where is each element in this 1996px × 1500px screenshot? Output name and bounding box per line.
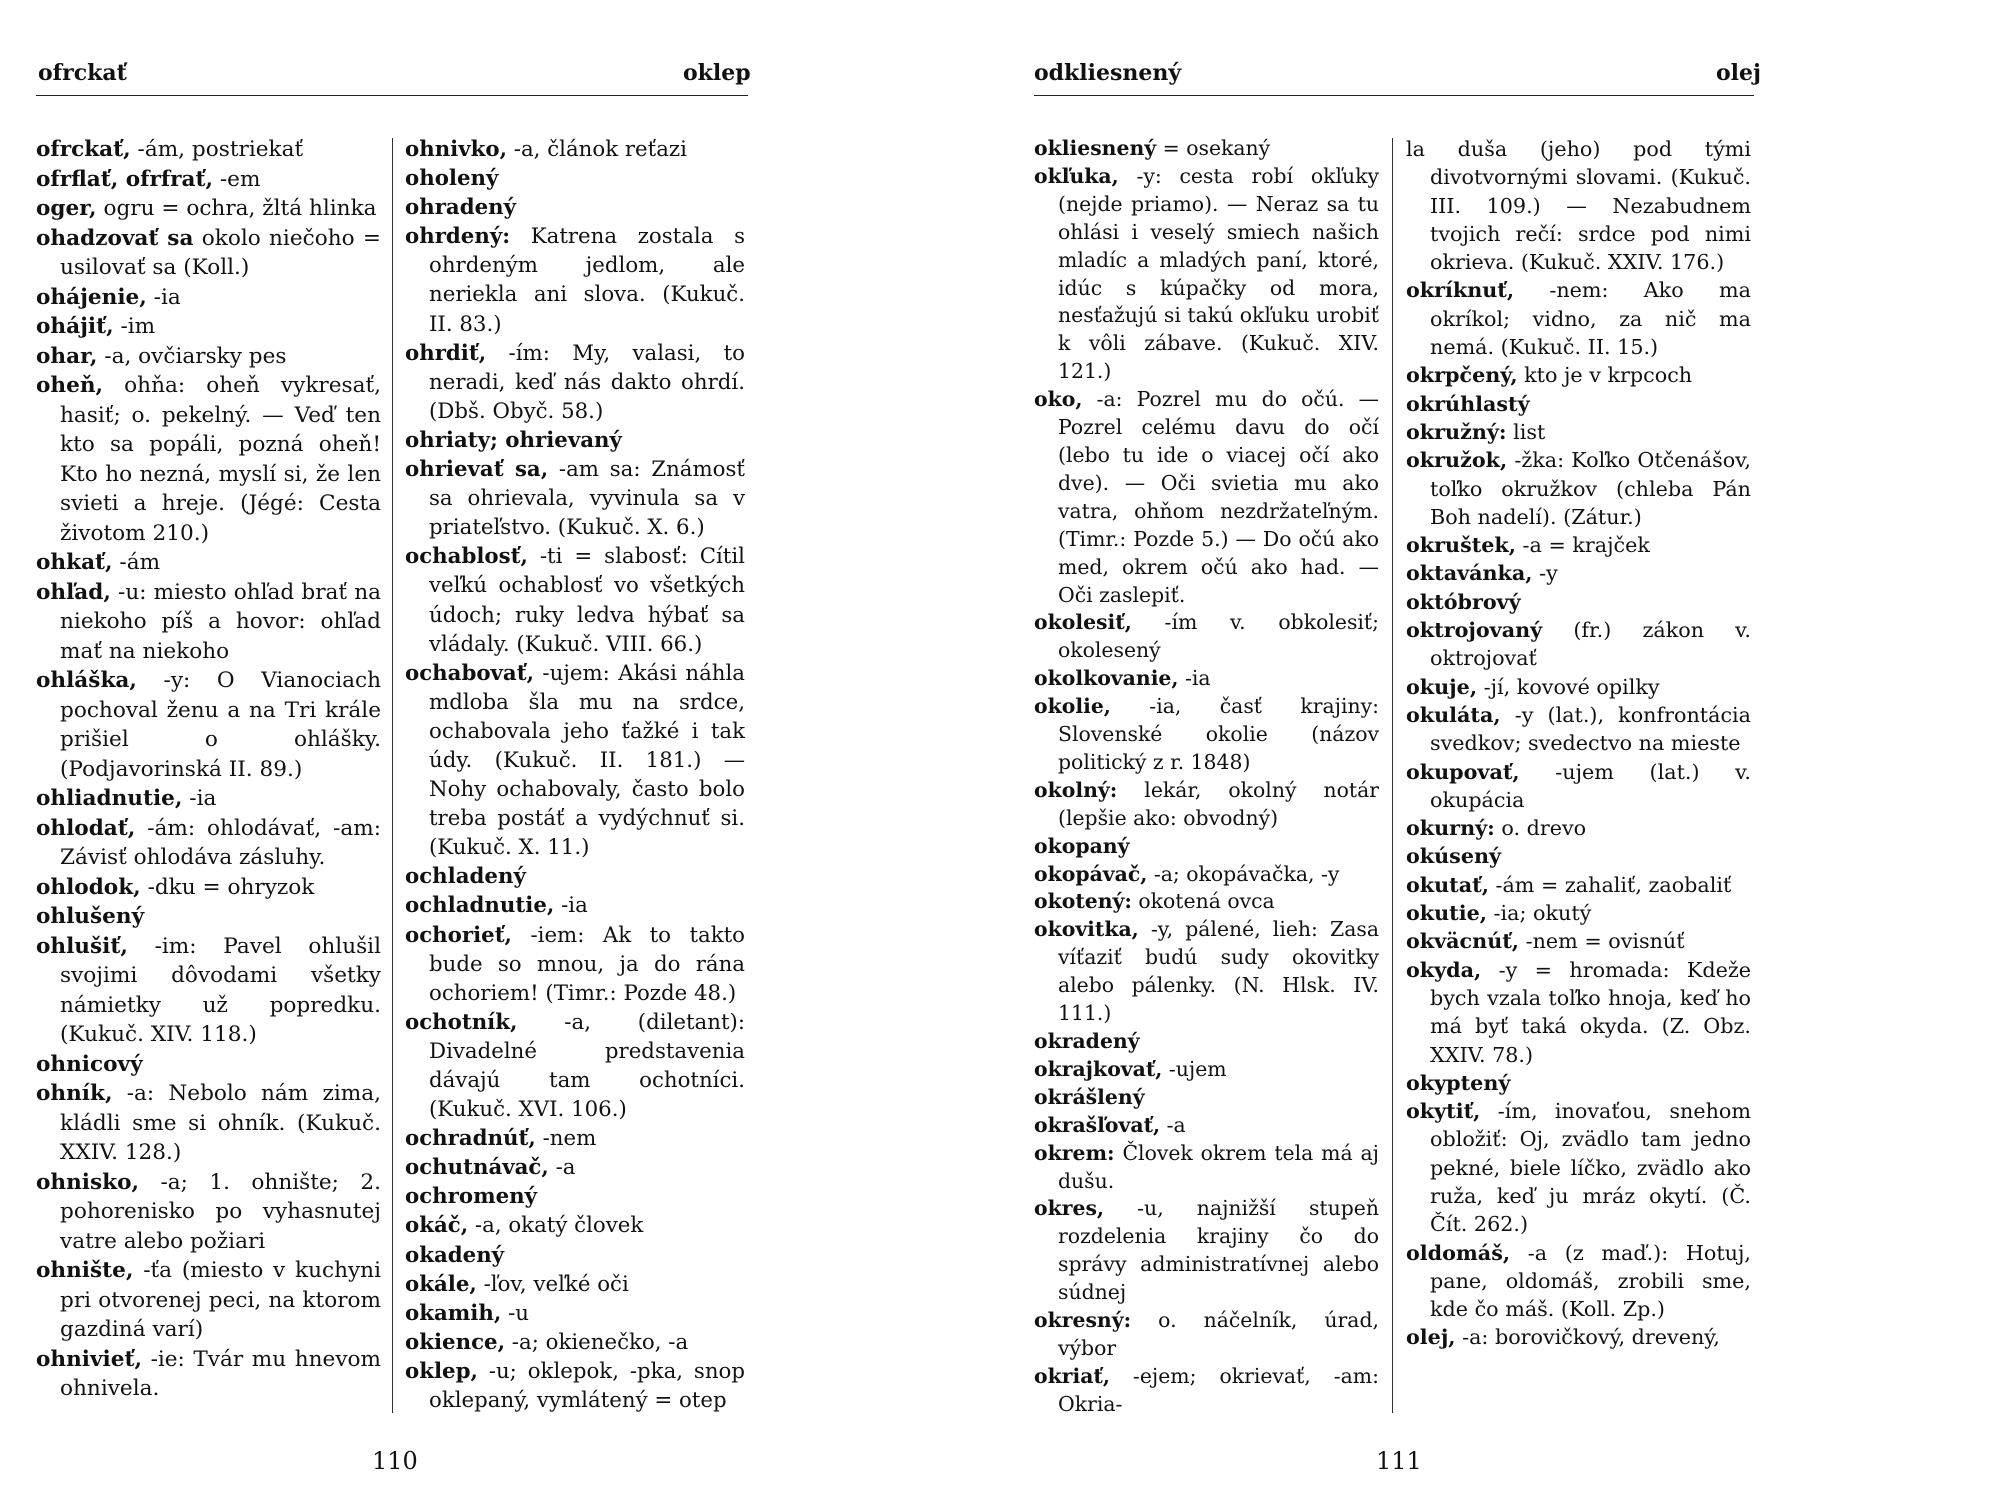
headword: okupovať, (1406, 759, 1520, 784)
definition: -ia (146, 284, 181, 310)
definition: -ia (182, 786, 217, 811)
headword: okväcnúť, (1406, 929, 1519, 954)
headword: oholený (405, 166, 499, 192)
definition: -ejem; okrievať, -am: Okria- (1058, 1363, 1379, 1416)
dictionary-entry (1406, 616, 1751, 673)
dictionary-entry (405, 862, 745, 891)
headword: okružok, (1406, 448, 1508, 473)
dictionary-entry (1034, 135, 1379, 163)
dictionary-entry (405, 891, 745, 920)
definition: -u; oklepok, -pka, snop oklepaný, vymlátený = otep (429, 1358, 745, 1414)
headword: okružný: (1406, 419, 1507, 444)
headword: okopávač, (1034, 861, 1148, 886)
dictionary-entry (1034, 665, 1379, 693)
dictionary-entry (1034, 777, 1379, 833)
dictionary-entry (1034, 833, 1379, 861)
definition: -a (z maď.): Hotuj, pane, oldomáš, zrobili sme, kde čo máš. (Koll. Zp.) (1430, 1240, 1751, 1322)
definition: -y: cesta robí okľuky (nejde priamo). — Neraz sa tu ohlási i veselý smiech našich mladíc a mladých paní, ktoré, idúc s kúpačky od mora, nesťažujú si takú okľuku urobiť k vôli zábave. (Kukuč. XIV. 121.) (1058, 163, 1379, 384)
headword: ohlušiť, (36, 933, 128, 959)
definition: -ujem (lat.) v. okupácia (1430, 759, 1751, 812)
dictionary-entry (405, 659, 745, 863)
dictionary-entry (1406, 871, 1751, 899)
headword: okúsený (1406, 844, 1502, 869)
definition: -a = krajček (1515, 533, 1650, 558)
dictionary-entry (1034, 609, 1379, 665)
definition: lekár, okolný notár (lepšie ako: obvodný) (1058, 777, 1379, 830)
dictionary-entry (405, 1299, 745, 1328)
definition: ohňa: oheň vykresať, hasiť; o. pekelný. — Veď ten kto sa popáli, pozná oheň! Kto ho nezná, myslí si, že len svieti a hreje. (Jégé: Cesta životom 210.) (60, 373, 381, 546)
dictionary-entry (36, 814, 381, 873)
definition: la duša (jeho) pod tými divotvornými slovami. (Kukuč. III. 109.) — Nezabudnem tvojich rečí: srdce pod nimi okrieva. (Kukuč. XXIV. 176.) (1406, 137, 1751, 275)
dictionary-entry (36, 224, 381, 283)
dictionary-entry (1034, 1028, 1379, 1056)
headword: ohkať, (36, 550, 113, 575)
definition: -ujem: Akási náhla mdloba šla mu na srdce, ochabovala jeho ťažké i tak údy. (Kukuč. II. 181.) — Nohy ochabovaly, často bolo treba postáť a vydýchnuť si. (Kukuč. X. 11.) (429, 660, 745, 861)
dictionary-entry (1406, 559, 1751, 587)
definition: (fr.) zákon v. oktrojovať (1430, 618, 1751, 671)
headword: okolie, (1034, 694, 1111, 719)
definition: o. drevo (1494, 816, 1587, 841)
headword: ohlodok, (36, 874, 141, 900)
definition: -a; okienečko, -a (505, 1329, 689, 1355)
headword: ohadzovať sa (36, 225, 194, 251)
headword: ohnivieť, (36, 1346, 142, 1372)
definition: -ujem (1162, 1056, 1227, 1081)
dictionary-entry (1034, 1363, 1379, 1419)
headword: okriať, (1034, 1363, 1110, 1388)
headword: oheň, (36, 373, 104, 398)
headword: oklep, (405, 1358, 478, 1384)
headword: oktrojovaný (1406, 618, 1543, 643)
definition: -ia (1178, 666, 1211, 691)
definition: -em (213, 166, 261, 192)
dictionary-entry (36, 1345, 381, 1404)
headword: ohrdený: (405, 224, 511, 250)
headword: októbrový (1406, 589, 1521, 614)
dictionary-entry (1406, 673, 1751, 701)
headword: ohlušený (36, 904, 145, 929)
dictionary-entry (1406, 135, 1751, 276)
definition: -a (548, 1155, 576, 1181)
headword: ofrflať, ofrfrať, (36, 166, 213, 192)
headword: okrem: (1034, 1140, 1115, 1165)
headword: ohnicový (36, 1051, 143, 1077)
dictionary-entry (1406, 531, 1751, 559)
headword: ohlodať, (36, 815, 136, 841)
definition: -ie: Tvár mu hnevom ohnivela. (60, 1346, 381, 1401)
page-number: 111 (1376, 1447, 1422, 1475)
headword: ofrckať, (36, 137, 131, 162)
dictionary-entry (405, 1270, 745, 1299)
definition: -a: Nebolo nám zima, kládli sme si ohník. (Kukuč. XXIV. 128.) (60, 1081, 381, 1165)
dictionary-entry (1406, 1069, 1751, 1097)
definition: -ám, postriekať (130, 137, 304, 162)
dictionary-entry (1034, 1195, 1379, 1307)
dictionary-entry (1034, 916, 1379, 1028)
definition: -a (1160, 1112, 1186, 1137)
dictionary-entry (1406, 899, 1751, 927)
definition: -ám: ohlodávať, -am: Závisť ohlodáva zásluhy. (60, 815, 381, 870)
column-divider (392, 138, 393, 1413)
dictionary-entry (36, 165, 381, 195)
dictionary-entry (1406, 1097, 1751, 1238)
definition: -a, okatý človek (468, 1213, 644, 1239)
definition: -y (lat.), konfrontácia svedkov; svedectvo na mieste (1430, 702, 1751, 756)
headword: ochladený (405, 864, 526, 890)
definition: -iem: Ak to takto bude so mnou, ja do rána ochoriem! (Timr.: Pozde 48.) (429, 922, 745, 1006)
definition: -ím, inovaťou, snehom obložiť: Oj, zvädlo tam jedno pekné, biele líčko, zvädlo ako ruža, keď ju mráz okytí. (Č. Čít. 262.) (1430, 1099, 1751, 1237)
headword: okolkovanie, (1034, 666, 1179, 691)
headword: ochladnutie, (405, 893, 555, 919)
headword: ohnisko, (36, 1169, 140, 1195)
definition: -ím: My, valasi, to neradi, keď nás dakto ohrdí. (Dbš. Obyč. 58.) (429, 340, 745, 424)
dictionary-entry (36, 932, 381, 1050)
definition: -ťa (miesto v kuchyni pri otvorenej peci, na ktorom gazdiná varí) (60, 1258, 381, 1342)
dictionary-entry (36, 312, 381, 342)
running-head-left: ofrckať (38, 60, 127, 86)
definition: -a; okopávačka, -y (1147, 861, 1340, 886)
definition: kto je v krpcoch (1517, 363, 1693, 388)
definition: o. náčelník, úrad, výbor (1058, 1308, 1379, 1360)
dictionary-entry (1406, 390, 1751, 418)
dictionary-entry (405, 1328, 745, 1357)
dictionary-entry (36, 666, 381, 784)
definition: -ám = zahaliť, zaobaliť (1488, 872, 1732, 897)
headword: okolný: (1034, 777, 1118, 802)
definition: -im: Pavel ohlušil svojimi dôvodami všetky námietky už popredku. (Kukuč. XIV. 118.) (60, 933, 381, 1047)
dictionary-entry (405, 193, 745, 222)
definition: Človek okrem tela má aj dušu. (1058, 1140, 1379, 1193)
headword: okuláta, (1406, 702, 1501, 727)
dictionary-entry (1034, 163, 1379, 386)
headword: olej, (1406, 1325, 1456, 1350)
definition: -ľov, veľké oči (476, 1271, 629, 1297)
headword: ochablosť, (405, 544, 528, 570)
definition: -žka: Koľko Otčenášov, toľko okružkov (chleba Pán Boh nadelí). (Zátur.) (1430, 448, 1751, 529)
dictionary-entry (1406, 361, 1751, 389)
left-column (1034, 135, 1379, 1419)
dictionary-entry (1406, 446, 1751, 531)
headword: ohájenie, (36, 284, 147, 310)
dictionary-entry (405, 1153, 745, 1182)
headword: okyda, (1406, 957, 1482, 982)
headword: ochradnúť, (405, 1126, 536, 1152)
definition: okotená ovca (1131, 889, 1275, 914)
header-rule (1034, 95, 1754, 96)
dictionary-entry (1034, 1084, 1379, 1112)
headword: ochabovať, (405, 660, 534, 686)
headword: ohájiť, (36, 314, 114, 339)
dictionary-entry (1034, 1056, 1379, 1084)
definition: -nem: Ako ma okríkol; vidno, za nič ma nemá. (Kukuč. II. 15.) (1430, 278, 1751, 360)
headword: okrašľovať, (1034, 1112, 1161, 1137)
headword: okrúhlastý (1406, 391, 1530, 416)
definition: -am sa: Známosť sa ohrievala, vyvinula sa v priateľstvo. (Kukuč. X. 6.) (429, 457, 745, 541)
definition: -a; 1. ohnište; 2. pohorenisko po vyhasnutej vatre alebo požiari (60, 1169, 381, 1254)
headword: oko, (1034, 387, 1083, 412)
definition: -ím v. obkolesiť; okolesený (1058, 610, 1379, 663)
dictionary-entry (36, 1050, 381, 1080)
definition: -nem = ovisnúť (1519, 929, 1685, 954)
definition: -y: O Vianociach pochoval ženu a na Tri krále prišiel o ohlášky. (Podjavorinská II. 89.) (60, 668, 381, 782)
page-number: 110 (372, 1447, 418, 1475)
definition: -ia, časť krajiny: Slovenské okolie (názov politický z r. 1848) (1058, 694, 1379, 774)
running-head-right: oklep (683, 60, 751, 86)
headword: okruštek, (1406, 533, 1516, 558)
headword: okále, (405, 1271, 477, 1297)
headword: okience, (405, 1329, 506, 1355)
headword: ochromený (405, 1184, 538, 1210)
column-divider (1392, 138, 1393, 1413)
headword: oktavánka, (1406, 561, 1533, 586)
headword: ochutnávač, (405, 1155, 549, 1181)
headword: ohliadnutie, (36, 786, 183, 811)
dictionary-entry (405, 1211, 745, 1240)
definition: -ia (554, 893, 588, 919)
dictionary-entry (1034, 1140, 1379, 1196)
definition: list (1506, 419, 1546, 444)
dictionary-entry (405, 222, 745, 338)
dictionary-entry (1406, 588, 1751, 616)
definition: -u (501, 1300, 529, 1326)
headword: ohradený (405, 195, 517, 221)
right-column (405, 135, 745, 1415)
dictionary-entry (36, 784, 381, 814)
headword: ochorieť, (405, 922, 512, 948)
headword: okuje, (1406, 674, 1478, 699)
headword: okolesiť, (1034, 610, 1132, 635)
dictionary-entry (1034, 386, 1379, 609)
dictionary-entry (1406, 1323, 1751, 1351)
headword: ochotník, (405, 1009, 518, 1035)
definition: -ám (112, 550, 161, 575)
headword: okresný: (1034, 1308, 1132, 1333)
dictionary-entry (1034, 1112, 1379, 1140)
headword: okotený: (1034, 889, 1132, 914)
headword: oldomáš, (1406, 1240, 1511, 1265)
dictionary-entry (405, 1008, 745, 1124)
headword: okres, (1034, 1196, 1105, 1221)
headword: ohriaty; ohrievaný (405, 427, 622, 453)
headword: okadený (405, 1242, 505, 1268)
dictionary-entry (1406, 758, 1751, 815)
headword: okradený (1034, 1029, 1140, 1053)
headword: okyptený (1406, 1070, 1511, 1095)
right-page (998, 0, 1996, 1500)
dictionary-entry (1034, 888, 1379, 916)
definition: -a, článok reťazi (507, 137, 687, 162)
headword: ohláška, (36, 668, 137, 693)
headword: ohnivko, (405, 137, 508, 162)
definition: -im (113, 314, 156, 339)
headword: okovitka, (1034, 917, 1139, 942)
dictionary-entry (1034, 1307, 1379, 1363)
dictionary-entry (36, 1168, 381, 1257)
definition: -y, pálené, lieh: Zasa víťaziť budú sudy okovitky alebo pálenky. (N. Hlsk. IV. 111.) (1058, 917, 1379, 1026)
headword: ohľad, (36, 579, 111, 605)
definition: -ti = slabosť: Cítil veľkú ochablosť vo všetkých údoch; ruky ledva hýbať sa vládaly. (Kukuč. VIII. 66.) (429, 544, 745, 657)
headword: okríknuť, (1406, 278, 1515, 303)
dictionary-entry (1406, 418, 1751, 446)
dictionary-entry (1406, 276, 1751, 361)
headword: ohnište, (36, 1258, 134, 1283)
headword: okytiť, (1406, 1099, 1481, 1124)
headword: okutať, (1406, 872, 1489, 897)
headword: okáč, (405, 1213, 469, 1239)
definition: -y (1532, 561, 1558, 586)
definition: ogru = ochra, žltá hlinka (96, 196, 377, 221)
dictionary-entry (405, 1182, 745, 1211)
dictionary-entry (1034, 861, 1379, 889)
headword: ohník, (36, 1081, 113, 1106)
definition: -a: Pozrel mu do očú. — Pozrel celému davu do očí (lebo tu ide o viacej očí ako dve). — Oči svietia mu ako vatra, ohňom nezdržateľným. (Timr.: Pozde 5.) — Do očú ako med, okrem očú ako had. — Oči zaslepiť. (1058, 387, 1379, 607)
dictionary-entry (405, 339, 745, 426)
headword: ohrdiť, (405, 340, 487, 366)
definition: -nem (535, 1126, 597, 1152)
dictionary-entry (1406, 701, 1751, 758)
headword: okutie, (1406, 901, 1487, 926)
dictionary-entry (405, 426, 745, 455)
definition: = osekaný (1156, 136, 1271, 160)
dictionary-entry (1406, 927, 1751, 955)
right-column (1406, 135, 1751, 1352)
dictionary-entry (36, 548, 381, 578)
dictionary-entry (405, 455, 745, 542)
definition: -a: borovičkový, drevený, (1455, 1325, 1720, 1350)
headword: okrajkovať, (1034, 1056, 1163, 1081)
dictionary-entry (36, 902, 381, 932)
dictionary-entry (405, 1241, 745, 1270)
definition: -a, ovčiarsky pes (97, 343, 287, 369)
headword: okliesnený (1034, 136, 1157, 160)
dictionary-entry (36, 283, 381, 313)
definition: -a, (diletant): Divadelné predstavenia dávajú tam ochotníci. (Kukuč. XVI. 106.) (429, 1009, 745, 1123)
dictionary-entry (1406, 814, 1751, 842)
header-rule (36, 95, 748, 96)
running-head-left: odkliesnený (1034, 60, 1182, 86)
headword: okrášlený (1034, 1084, 1145, 1109)
dictionary-entry (36, 873, 381, 903)
dictionary-entry (405, 921, 745, 1008)
headword: ohar, (36, 343, 98, 369)
definition: -jí, kovové opilky (1477, 674, 1660, 699)
dictionary-entry (1034, 693, 1379, 777)
dictionary-entry (1406, 842, 1751, 870)
definition: -ia; okutý (1486, 901, 1592, 926)
dictionary-entry (36, 1079, 381, 1168)
definition: -u, najnižší stupeň rozdelenia krajiny čo do správy administratívnej alebo súdnej (1058, 1196, 1379, 1305)
definition: -dku = ohryzok (140, 874, 315, 900)
headword: ohrievať sa, (405, 457, 549, 483)
running-head-right: olej (1716, 60, 1761, 86)
dictionary-entry (36, 342, 381, 372)
headword: okurný: (1406, 816, 1495, 841)
dictionary-entry (36, 371, 381, 548)
dictionary-entry (405, 135, 745, 164)
dictionary-entry (405, 164, 745, 193)
dictionary-entry (36, 1256, 381, 1345)
dictionary-entry (36, 578, 381, 667)
dictionary-entry (1406, 1239, 1751, 1324)
definition: Katrena zostala s ohrdeným jedlom, ale neriekla ani slova. (Kukuč. II. 83.) (429, 224, 745, 337)
definition: okolo niečoho = usilovať sa (Koll.) (60, 225, 381, 280)
dictionary-entry (405, 542, 745, 658)
headword: okamih, (405, 1300, 502, 1326)
dictionary-entry (1406, 956, 1751, 1069)
dictionary-entry (405, 1124, 745, 1153)
definition: -y = hromada: Kdeže bych vzala toľko hnoja, keď ho má byť taká okyda. (Z. Obz. XXIV. 78.) (1430, 957, 1751, 1067)
dictionary-entry (405, 1357, 745, 1415)
headword: okopaný (1034, 833, 1130, 858)
definition: -u: miesto ohľad brať na niekoho píš a hovor: ohľad mať na niekoho (60, 579, 381, 664)
dictionary-entry (36, 135, 381, 165)
dictionary-entry (36, 194, 381, 224)
headword: oger, (36, 196, 97, 221)
left-column (36, 135, 381, 1404)
headword: okrpčený, (1406, 363, 1518, 388)
headword: okľuka, (1034, 163, 1119, 188)
